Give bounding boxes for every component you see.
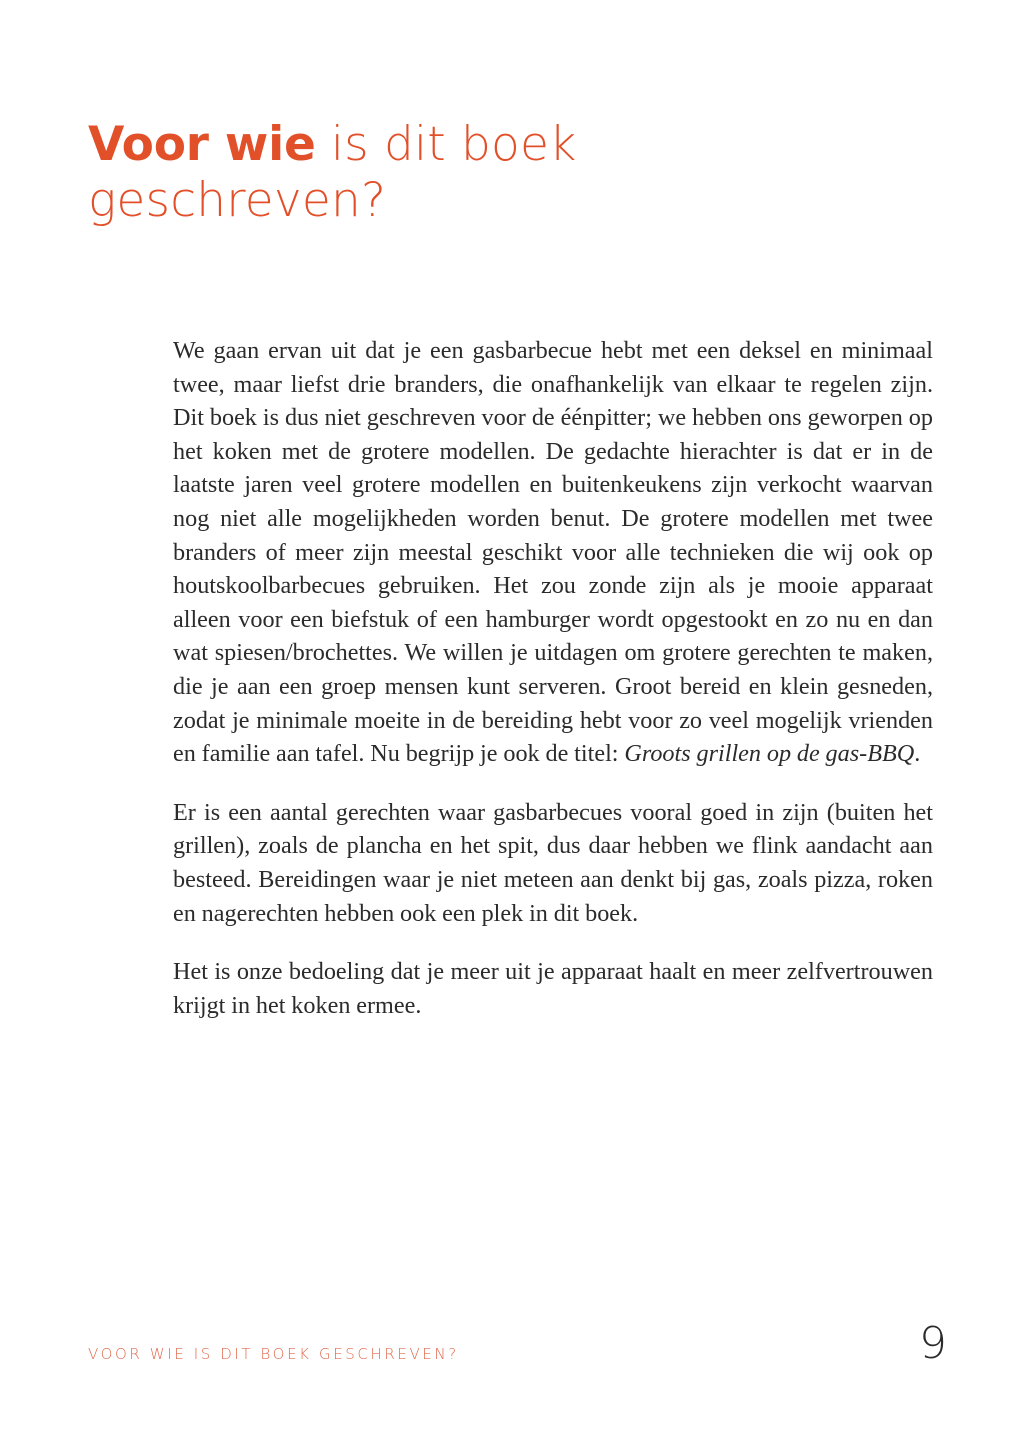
page-title-light: is dit boek geschreven? <box>88 117 577 228</box>
body-paragraph-2: Er is een aantal gerechten waar gasbarbecues vooral goed in zijn (buiten het grillen), zoals de plancha en het spit, dus daar hebben we flink aandacht aan besteed. Bereidingen waar je niet meteen aan denkt bij gas, zoals pizza, roken en nagerechten hebben ook een plek in dit boek. <box>173 798 933 927</box>
paragraph-1-text-before-italic: We gaan ervan uit dat je een gasbarbecue hebt met een deksel en minimaal twee, maar liefst drie branders, die onafhankelijk van elkaar te regelen zijn. Dit boek is dus niet geschreven voor de éénpitter; we hebben ons geworpen op het koken met de grotere modellen. De gedachte hierachter is dat er in de laatste jaren veel grotere modellen en buitenkeukens zijn verkocht waarvan nog niet alle mogelijkheden worden benut. De grotere modellen met twee branders of meer zijn meestal geschikt voor alle technieken die wij ook op houtskoolbarbecues gebruiken. Het zou zonde zijn als je mooie apparaat alleen voor een biefstuk of een hamburger wordt opgestookt en zo nu en dan wat spiesen/brochettes. We willen je uitdagen om grotere gerechten te maken, die je aan een groep mensen kunt serveren. Groot bereid en klein gesneden, zodat je minimale moeite in de bereiding hebt voor zo veel mogelijk vrienden en familie aan tafel. Nu begrijp je ook de titel: <box>173 337 933 768</box>
body-text-column <box>173 334 933 1022</box>
body-paragraph-1 <box>173 334 933 771</box>
page-title-strong: Voor wie <box>88 117 316 173</box>
body-paragraph-3: Het is onze bedoeling dat je meer uit je apparaat haalt en meer zelfvertrouwen krijgt in het koken ermee. <box>173 958 933 1019</box>
page-number: 9 <box>919 1318 947 1369</box>
page-title <box>88 117 888 228</box>
paragraph-1-text-after-italic: . <box>914 740 921 768</box>
page-footer <box>88 1318 947 1369</box>
referenced-book-title: Groots grillen op de gas-BBQ <box>624 740 915 768</box>
footer-running-head: VOOR WIE IS DIT BOEK GESCHREVEN? <box>88 1345 459 1363</box>
